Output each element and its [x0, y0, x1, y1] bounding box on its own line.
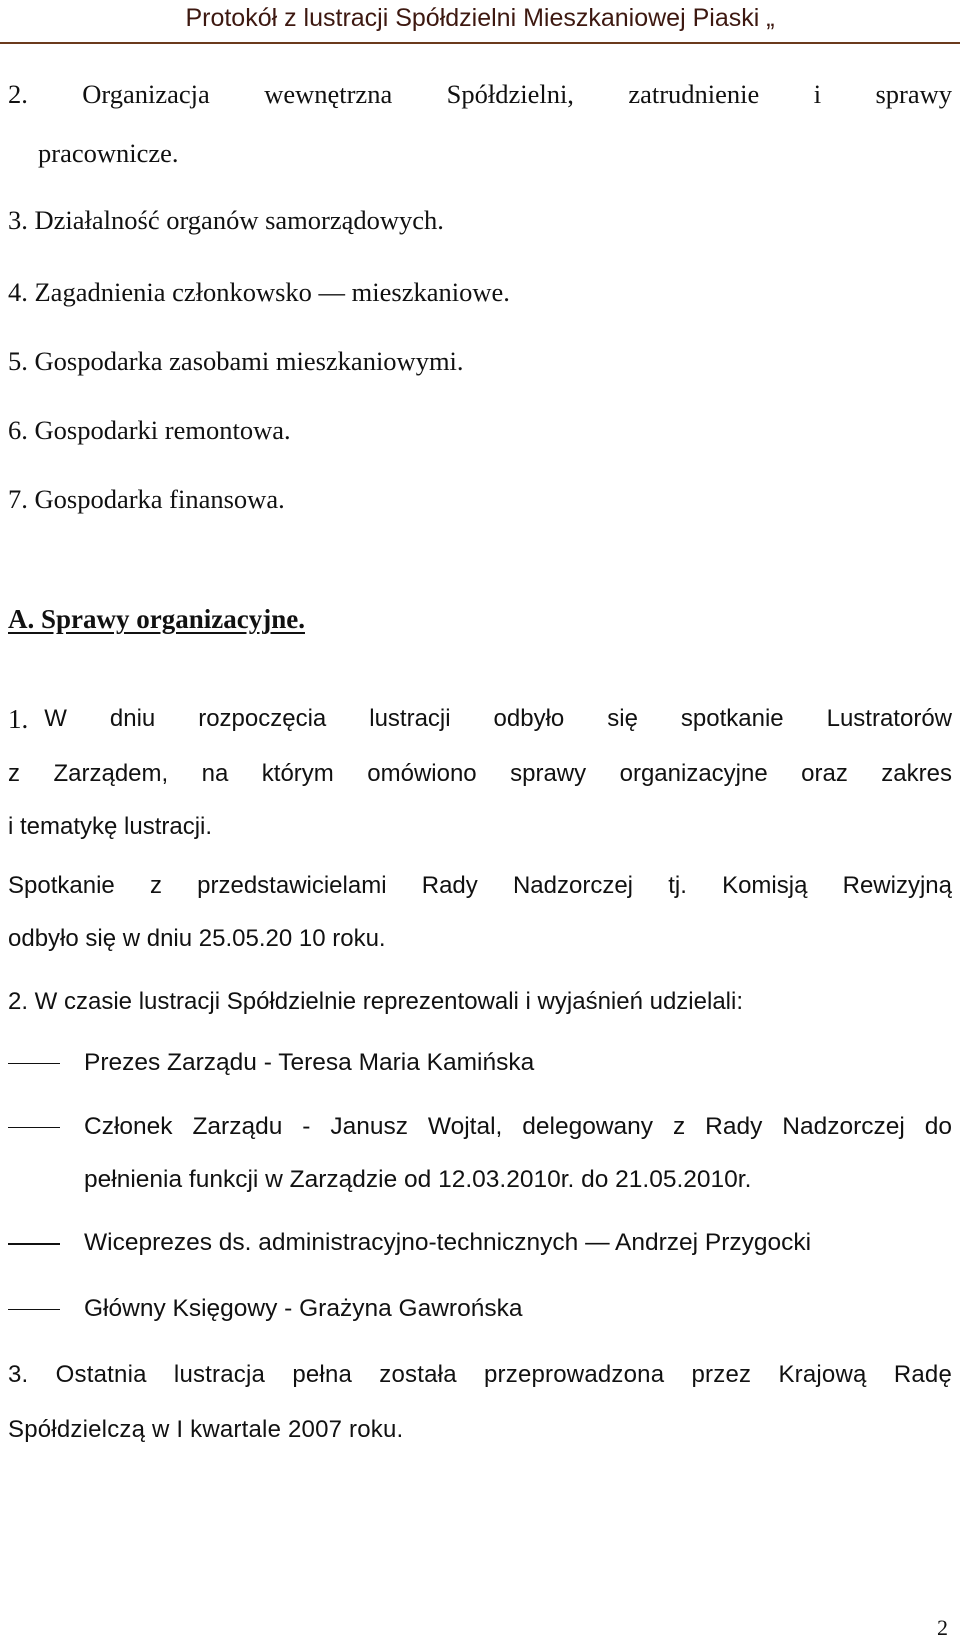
list-dash — [8, 1063, 60, 1064]
toc-item-2: 2. Organizacja wewnętrzna Spółdzielni, zatrudnienie i sprawy — [8, 79, 952, 109]
toc-item-2-continuation: pracownicze. — [38, 138, 179, 168]
representative-1: Prezes Zarządu - Teresa Maria Kamińska — [84, 1049, 535, 1076]
paragraph-1-line-3: i tematykę lustracji. — [8, 813, 213, 840]
paragraph-3-line-2: Spółdzielczą w I kwartale 2007 roku. — [8, 1416, 404, 1443]
section-heading: A. Sprawy organizacyjne. — [8, 604, 305, 634]
paragraph-3-line-1: 3. Ostatnia lustracja pełna została przeprowadzona przez Krajową Radę — [8, 1361, 952, 1388]
list-dash — [8, 1309, 60, 1310]
representative-4: Główny Księgowy - Grażyna Gawrońska — [84, 1295, 523, 1322]
paragraph-1-line-2: z Zarządem, na którym omówiono sprawy organizacyjne oraz zakres — [8, 760, 952, 787]
list-dash — [8, 1243, 60, 1245]
header-rule — [0, 42, 960, 44]
representative-2: Członek Zarządu - Janusz Wojtal, delegowany z Rady Nadzorczej do — [84, 1113, 952, 1140]
paragraph-1-line-4: Spotkanie z przedstawicielami Rady Nadzorczej tj. Komisją Rewizyjną — [8, 872, 952, 899]
paragraph-1-line-1-row — [8, 702, 952, 736]
toc-item-6: 6. Gospodarki remontowa. — [8, 415, 291, 445]
toc-item-5: 5. Gospodarka zasobami mieszkaniowymi. — [8, 346, 464, 376]
representative-3: Wiceprezes ds. administracyjno-technicznych — Andrzej Przygocki — [84, 1229, 812, 1256]
toc-item-3: 3. Działalność organów samorządowych. — [8, 205, 444, 235]
list-dash — [8, 1127, 60, 1128]
paragraph-1-number: 1. — [8, 704, 29, 734]
paragraph-2-intro: 2. W czasie lustracji Spółdzielnie reprezentowali i wyjaśnień udzielali: — [8, 988, 743, 1015]
page-header-title: Protokół z lustracji Spółdzielni Mieszkaniowej Piaski „ — [185, 4, 775, 32]
paragraph-1-line-5: odbyło się w dniu 25.05.20 10 roku. — [8, 925, 386, 952]
toc-item-4: 4. Zagadnienia członkowsko — mieszkaniowe. — [8, 277, 510, 307]
representative-2-continuation: pełnienia funkcji w Zarządzie od 12.03.2010r. do 21.05.2010r. — [84, 1166, 752, 1193]
toc-item-7: 7. Gospodarka finansowa. — [8, 484, 285, 514]
page-number: 2 — [937, 1615, 948, 1640]
paragraph-1-line-1: W dniu rozpoczęcia lustracji odbyło się spotkanie Lustratorów — [44, 705, 952, 732]
